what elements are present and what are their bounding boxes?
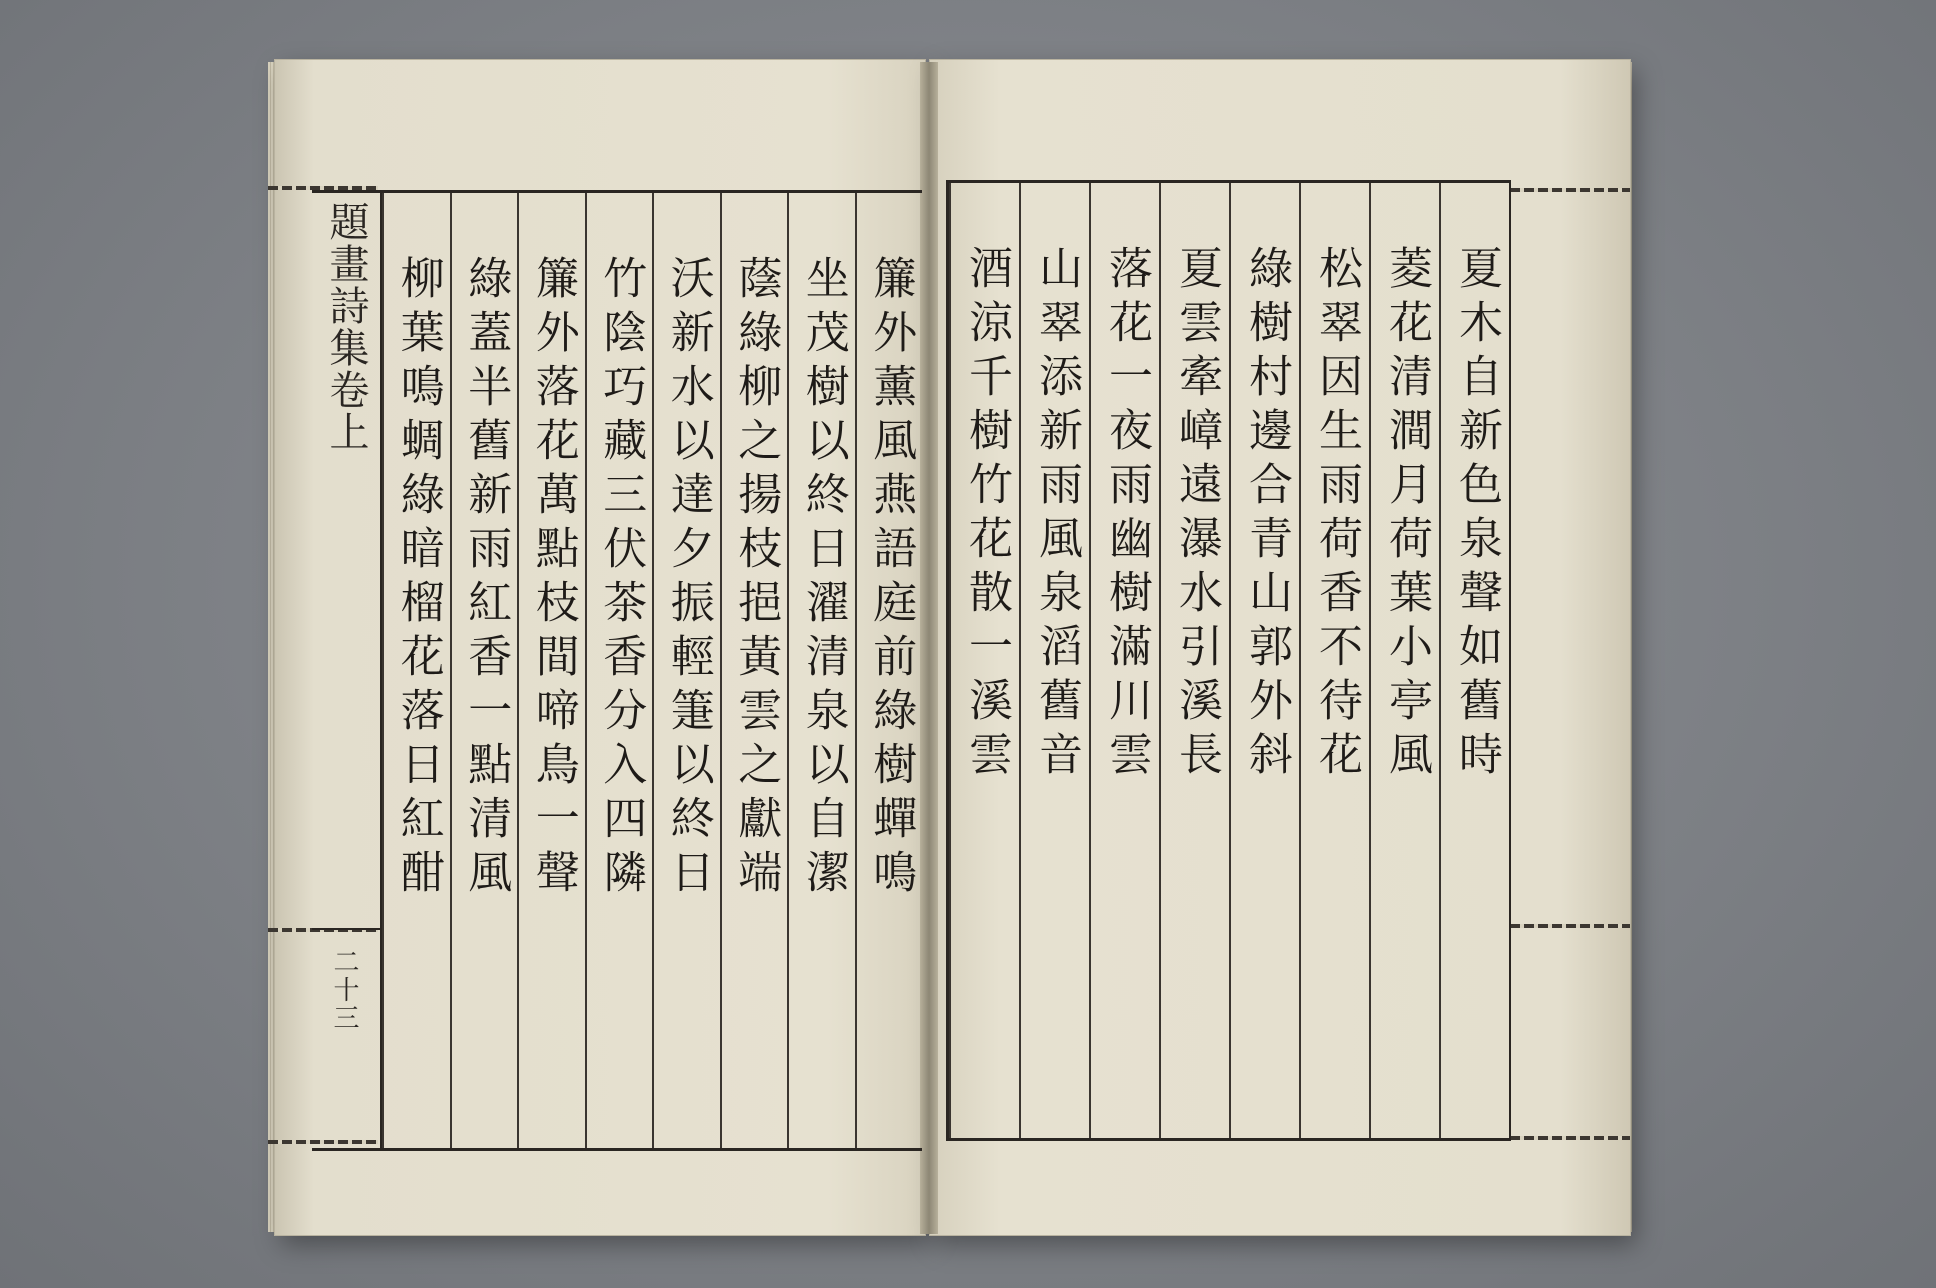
- left-column-7: [450, 193, 520, 1148]
- left-column-5: [585, 193, 655, 1148]
- right-column-2: [1369, 183, 1441, 1138]
- left-text-frame: [380, 190, 922, 1151]
- right-column-6: [1089, 183, 1161, 1138]
- margin-divider: [312, 928, 380, 930]
- left-verse-7: 綠蓋半舊新雨紅香一點清風: [460, 255, 512, 903]
- right-verse-5: 夏雲牽嶂遠瀑水引溪長: [1171, 245, 1222, 785]
- right-column-7: [1019, 183, 1091, 1138]
- right-text-frame: [946, 180, 1511, 1141]
- left-column-4: [652, 193, 722, 1148]
- left-verse-3: 蔭綠柳之揚枝挹黃雲之獻端: [730, 255, 782, 903]
- binding-thread-mid-right: [1510, 924, 1630, 928]
- left-column-8: [382, 193, 452, 1148]
- binding-thread-bottom-right: [1510, 1136, 1630, 1140]
- right-verse-8: 酒涼千樹竹花散一溪雲: [961, 245, 1012, 785]
- right-column-8: [949, 183, 1021, 1138]
- page-number: 二十三: [329, 948, 359, 1032]
- book-title: 題畫詩集卷上: [323, 201, 369, 453]
- right-verse-7: 山翠添新雨風泉滔舊音: [1031, 245, 1082, 785]
- binding-thread-top-right: [1510, 188, 1630, 192]
- left-verse-6: 簾外落花萬點枝間啼鳥一聲: [527, 255, 579, 903]
- left-verse-2: 坐茂樹以終日濯清泉以自潔: [797, 255, 849, 903]
- left-column-3: [720, 193, 790, 1148]
- left-column-6: [517, 193, 587, 1148]
- right-column-3: [1299, 183, 1371, 1138]
- left-margin-column: [312, 190, 380, 1151]
- left-verse-8: 柳葉鳴蜩綠暗榴花落日紅酣: [392, 255, 444, 903]
- right-column-1: [1439, 183, 1511, 1138]
- left-verse-5: 竹陰巧藏三伏茶香分入四隣: [595, 255, 647, 903]
- left-verse-1: 簾外薰風燕語庭前綠樹蟬鳴: [865, 255, 917, 903]
- left-column-2: [787, 193, 857, 1148]
- left-verse-4: 沃新水以達夕振輕箑以終日: [662, 255, 714, 903]
- right-verse-1: 夏木自新色泉聲如舊時: [1451, 245, 1502, 785]
- right-verse-3: 松翠因生雨荷香不待花: [1311, 245, 1362, 785]
- right-verse-4: 綠樹村邊合青山郭外斜: [1241, 245, 1292, 785]
- right-column-5: [1159, 183, 1231, 1138]
- left-column-1: [855, 193, 925, 1148]
- right-verse-6: 落花一夜雨幽樹滿川雲: [1101, 245, 1152, 785]
- right-column-4: [1229, 183, 1301, 1138]
- right-verse-2: 菱花清澗月荷葉小亭風: [1381, 245, 1432, 785]
